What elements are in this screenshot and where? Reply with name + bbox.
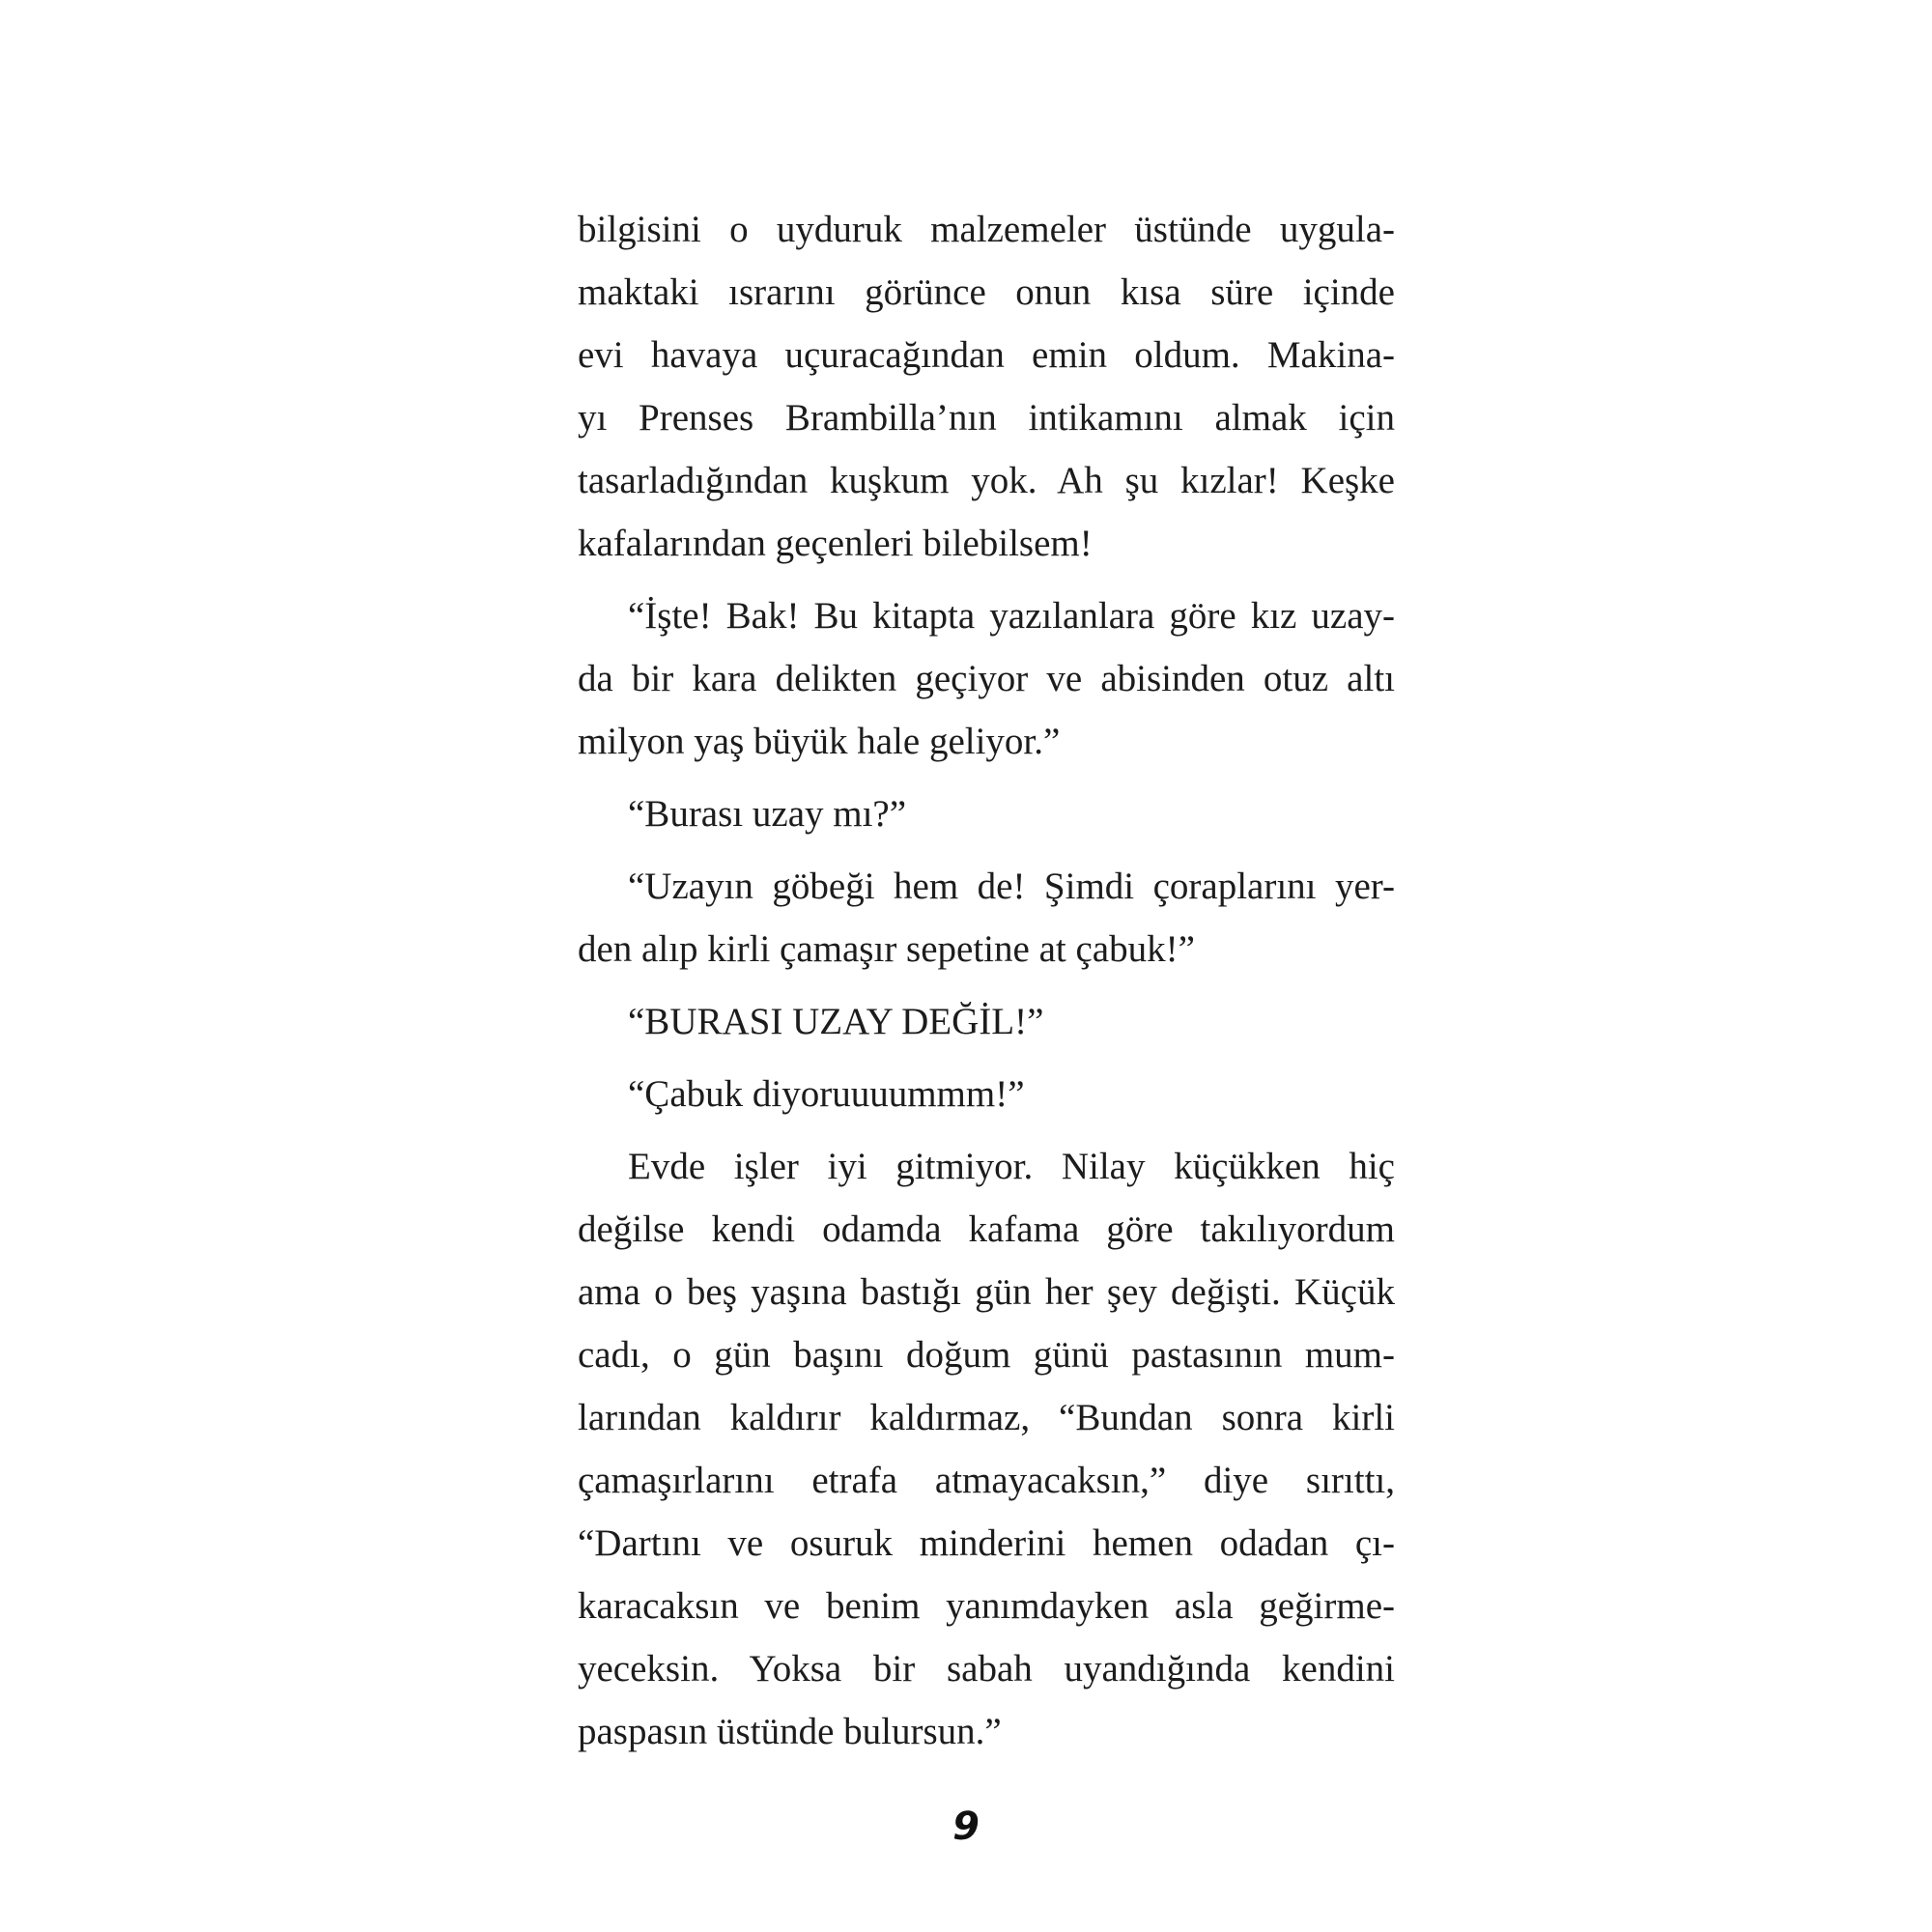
text-line: değilse kendi odamda kafama göre takılıyordum	[578, 1208, 1395, 1250]
text-line: yı Prenses Brambilla’nın intikamını almak için	[578, 397, 1395, 439]
text-line: Evde işler iyi gitmiyor. Nilay küçükken hiç	[628, 1146, 1395, 1187]
text-line: kafalarından geçenleri bilebilsem!	[578, 523, 1093, 564]
text-line: “Dartını ve osuruk minderini hemen odadan çı-	[578, 1522, 1395, 1564]
paragraph	[578, 198, 1395, 575]
paragraph	[578, 1063, 1395, 1125]
paragraph	[578, 990, 1395, 1053]
paragraph	[578, 855, 1395, 980]
text-line: bilgisini o uyduruk malzemeler üstünde uygula-	[578, 209, 1395, 250]
text-line: “Uzayın göbeği hem de! Şimdi çoraplarını yer-	[628, 866, 1395, 907]
text-line: den alıp kirli çamaşır sepetine at çabuk!”	[578, 928, 1195, 970]
text-line: “BURASI UZAY DEĞİL!”	[628, 1001, 1044, 1042]
text-line: larından kaldırır kaldırmaz, “Bundan sonra kirli	[578, 1397, 1395, 1438]
text-line: cadı, o gün başını doğum günü pastasının mum-	[578, 1334, 1395, 1376]
text-line: milyon yaş büyük hale geliyor.”	[578, 721, 1061, 762]
paragraph	[578, 782, 1395, 845]
page-number: 9	[952, 1804, 980, 1849]
text-line: maktaki ısrarını görünce onun kısa süre içinde	[578, 271, 1395, 313]
text-line: da bir kara delikten geçiyor ve abisinden otuz altı	[578, 658, 1395, 699]
text-line: “İşte! Bak! Bu kitapta yazılanlara göre kız uzay-	[628, 595, 1395, 637]
text-line: paspasın üstünde bulursun.”	[578, 1711, 1002, 1752]
text-line: evi havaya uçuracağından emin oldum. Makina-	[578, 334, 1395, 376]
text-line: ama o beş yaşına bastığı gün her şey değişti. Küçük	[578, 1271, 1395, 1313]
body-text	[578, 198, 1395, 1773]
text-line: yeceksin. Yoksa bir sabah uyandığında kendini	[578, 1648, 1395, 1690]
text-line: çamaşırlarını etrafa atmayacaksın,” diye sırıttı,	[578, 1460, 1395, 1501]
text-line: “Burası uzay mı?”	[628, 793, 907, 835]
text-line: “Çabuk diyoruuuummm!”	[628, 1073, 1025, 1115]
text-line: karacaksın ve benim yanımdayken asla geğirme-	[578, 1585, 1395, 1627]
paragraph	[578, 1135, 1395, 1763]
paragraph	[578, 584, 1395, 773]
text-line: tasarladığından kuşkum yok. Ah şu kızlar! Keşke	[578, 460, 1395, 501]
